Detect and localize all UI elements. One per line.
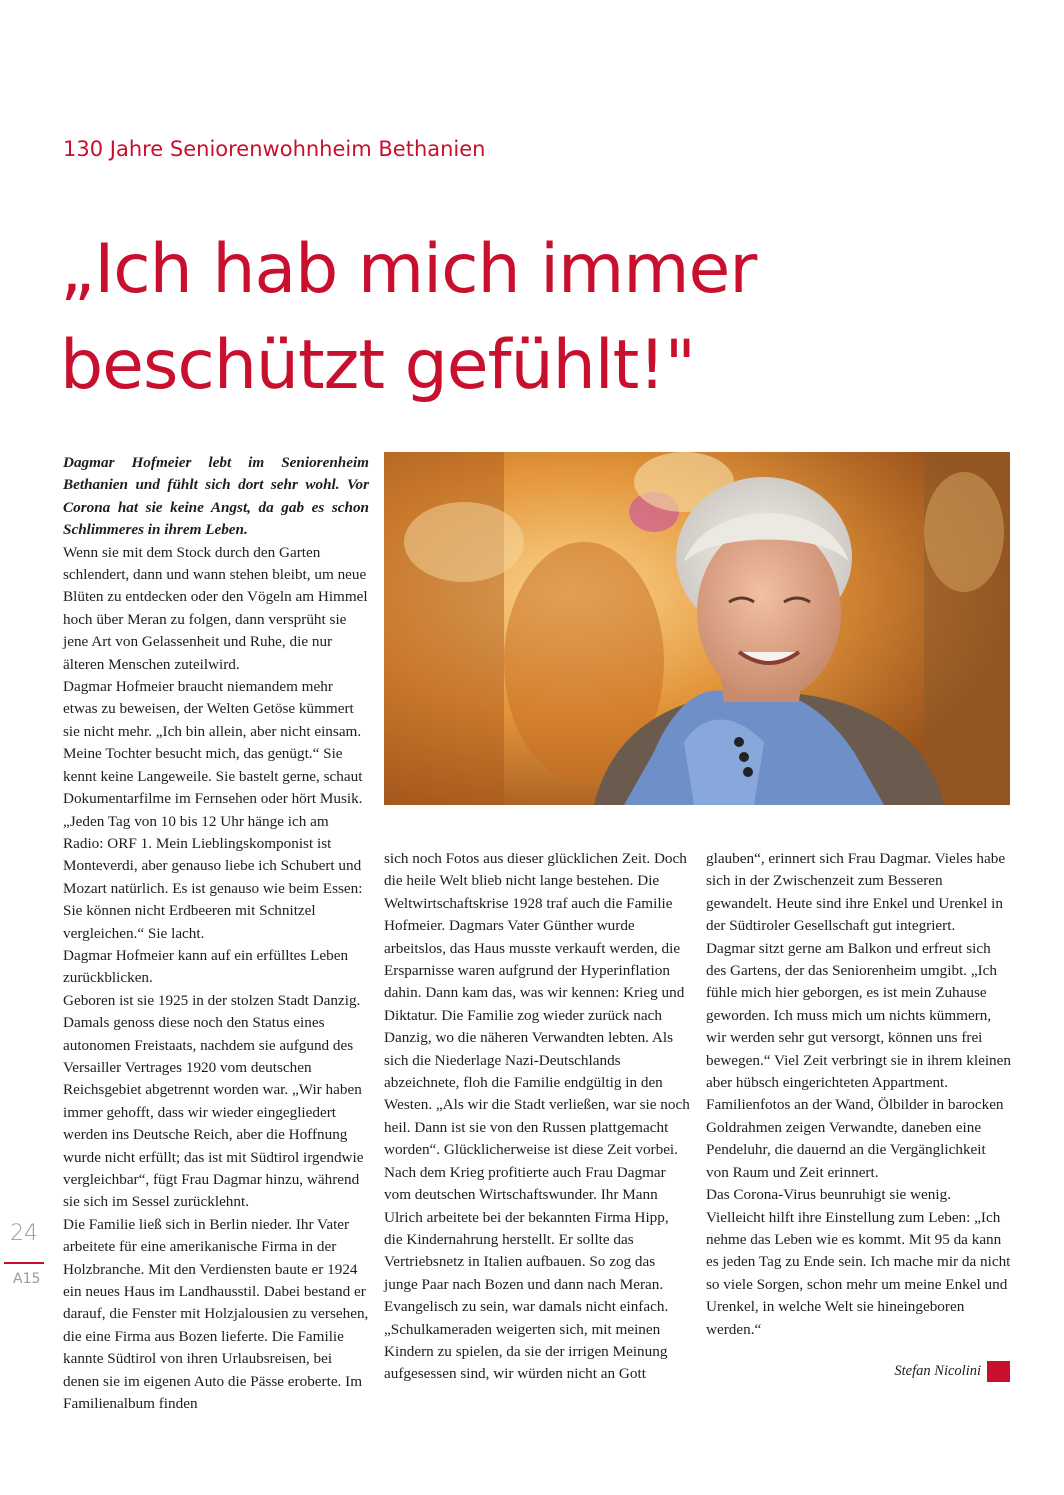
portrait-photo [384, 452, 1010, 805]
body-paragraph: Dagmar Hofmeier braucht niemandem mehr etwas zu beweisen, der Welten Getöse kümmert sie nicht mehr. „Ich bin allein, aber nicht einsam. Meine Tochter besucht mich, das genügt.“ Sie kennt keine Langeweile. Sie bastelt gerne, schaut Dokumentarfilme im Fernsehen oder hört Musik. „Jeden Tag von 10 bis 12 Uhr hänge ich am Radio: ORF 1. Mein Lieblingskomponist ist Monteverdi, aber genauso liebe ich Schubert und Mozart natürlich. Es ist genauso wie beim Essen: Sie können nicht Erdbeeren mit Schnitzel vergleichen.“ Sie lacht. [63, 678, 363, 942]
author-name: Stefan Nicolini [894, 1363, 981, 1379]
body-paragraph: Nach dem Krieg profitierte auch Frau Dagmar vom deutschen Wirtschaftswunder. Ihr Mann Ulrich arbeitete bei der bekannten Firma Hipp, die Kindernahrung herstellt. Er sollte das Vertriebsnetz in Italien aufbauen. So zog das junge Paar nach Bozen und dann nach Meran. Evangelisch zu sein, war damals nicht einfach. „Schulkameraden weigerten sich, mit meinen Kindern zu spielen, da sie der irrigen Meinung aufgesessen sind, wir würden nicht an Gott [384, 1163, 669, 1383]
end-mark-square [987, 1361, 1010, 1382]
section-kicker: 130 Jahre Seniorenwohnheim Bethanien [63, 137, 486, 161]
issue-label: A15 [13, 1271, 41, 1287]
body-paragraph: Die Familie ließ sich in Berlin nieder. Ihr Vater arbeitete für eine amerikanische Firma in der Holzbranche. Mit den Verdiensten baute er 1924 ein neues Haus im Landhausstil. Dabei bestand er darauf, die Fenster mit Holzjalousien zu versehen, die eine Firma aus Bozen lieferte. Die Familie kannte Südtirol von ihren Urlaubsreisen, bei denen sie im eigenen Auto die Pässe eroberte. Im Familienalbum finden [63, 1215, 369, 1413]
page-number: 24 [10, 1221, 38, 1246]
body-paragraph: Dagmar sitzt gerne am Balkon und erfreut sich des Gartens, der das Seniorenheim umgibt. „Ich fühle mich hier geborgen, es ist mein Zuhause geworden. Ich muss mich um nichts kümmern, wir werden sehr gut versorgt, können uns frei bewegen.“ Viel Zeit verbringt sie in ihrem kleinen aber hübsch eingerichteten Appartment. Familienfotos an der Wand, Ölbilder in barocken Goldrahmen zeigen Verwandte, daneben eine Pendeluhr, die dauernd an die Vergänglichkeit von Raum und Zeit erinnert. [706, 939, 1011, 1181]
author-byline [894, 1361, 1010, 1382]
portrait-illustration [384, 452, 1010, 805]
body-paragraph: Dagmar Hofmeier kann auf ein erfülltes Leben zurückblicken. [63, 946, 349, 987]
body-paragraph: Wenn sie mit dem Stock durch den Garten schlendert, dann und wann stehen bleibt, um neue Blüten zu entdecken oder den Vögeln am Himmel hoch über Meran zu folgen, dann versprüht sie jene Art von Gelassenheit und Ruhe, die nur älteren Menschen zuteilwird. [63, 543, 368, 673]
headline-line-2: beschützt gefühlt!" [60, 326, 695, 405]
page-number-rule [4, 1262, 44, 1264]
headline [60, 222, 1020, 414]
article-column-3 [706, 848, 1012, 1341]
body-paragraph: sich noch Fotos aus dieser glücklichen Zeit. Doch die heile Welt blieb nicht lange bestehen. Die Weltwirtschaftskrise 1928 traf auch die Familie Hofmeier. Dagmars Vater Günther wurde arbeitslos, das Haus musste verkauft werden, die Ersparnisse waren aufgrund der Hyperinflation dahin. Dann kam das, was wir kennen: Krieg und Diktatur. Die Familie zog wieder zurück nach Danzig, wo die näheren Verwandten lebten. Als sich die Niederlage Nazi-Deutschlands abzeichnete, floh die Familie endgültig in den Westen. „Als wir die Stadt verließen, war sie noch heil. Dann ist sie von den Russen plattgemacht worden“. Glücklicherweise ist diese Zeit vorbei. [384, 850, 690, 1159]
body-paragraph: Geboren ist sie 1925 in der stolzen Stadt Danzig. Damals genoss diese noch den Status eines autonomen Freistaats, nachdem sie aufgund des Versailler Vertrages 1920 vom deutschen Reichsgebiet abgetrennt worden war. „Wir haben immer gehofft, dass wir wieder eingegliedert werden ins Deutsche Reich, aber die Hoffnung wurde nicht erfüllt; das ist mit Südtirol irgendwie vergleichbar“, fügt Frau Dagmar hinzu, während sie sich im Sessel zurücklehnt. [63, 991, 364, 1211]
article-column-1 [63, 452, 369, 1415]
lead-paragraph: Dagmar Hofmeier lebt im Seniorenheim Bethanien und fühlt sich dort sehr wohl. Vor Corona hat sie keine Angst, da gab es schon Schlimmeres in ihrem Leben. [63, 454, 369, 539]
body-paragraph: glauben“, erinnert sich Frau Dagmar. Vieles habe sich in der Zwischenzeit zum Besseren gewandelt. Heute sind ihre Enkel und Urenkel in der Südtiroler Gesellschaft gut integriert. [706, 850, 1006, 935]
article-column-2 [384, 848, 690, 1386]
body-paragraph: Das Corona-Virus beunruhigt sie wenig. Vielleicht hilft ihre Einstellung zum Leben: „Ich nehme das Leben wie es kommt. Mit 95 da kann es jeden Tag zu Ende sein. Ich mache mir da nicht so viele Sorgen, schon mehr um meine Enkel und Urenkel, in welche Welt sie hineingeboren werden.“ [706, 1186, 1011, 1338]
headline-line-1: „Ich hab mich immer [60, 230, 757, 309]
